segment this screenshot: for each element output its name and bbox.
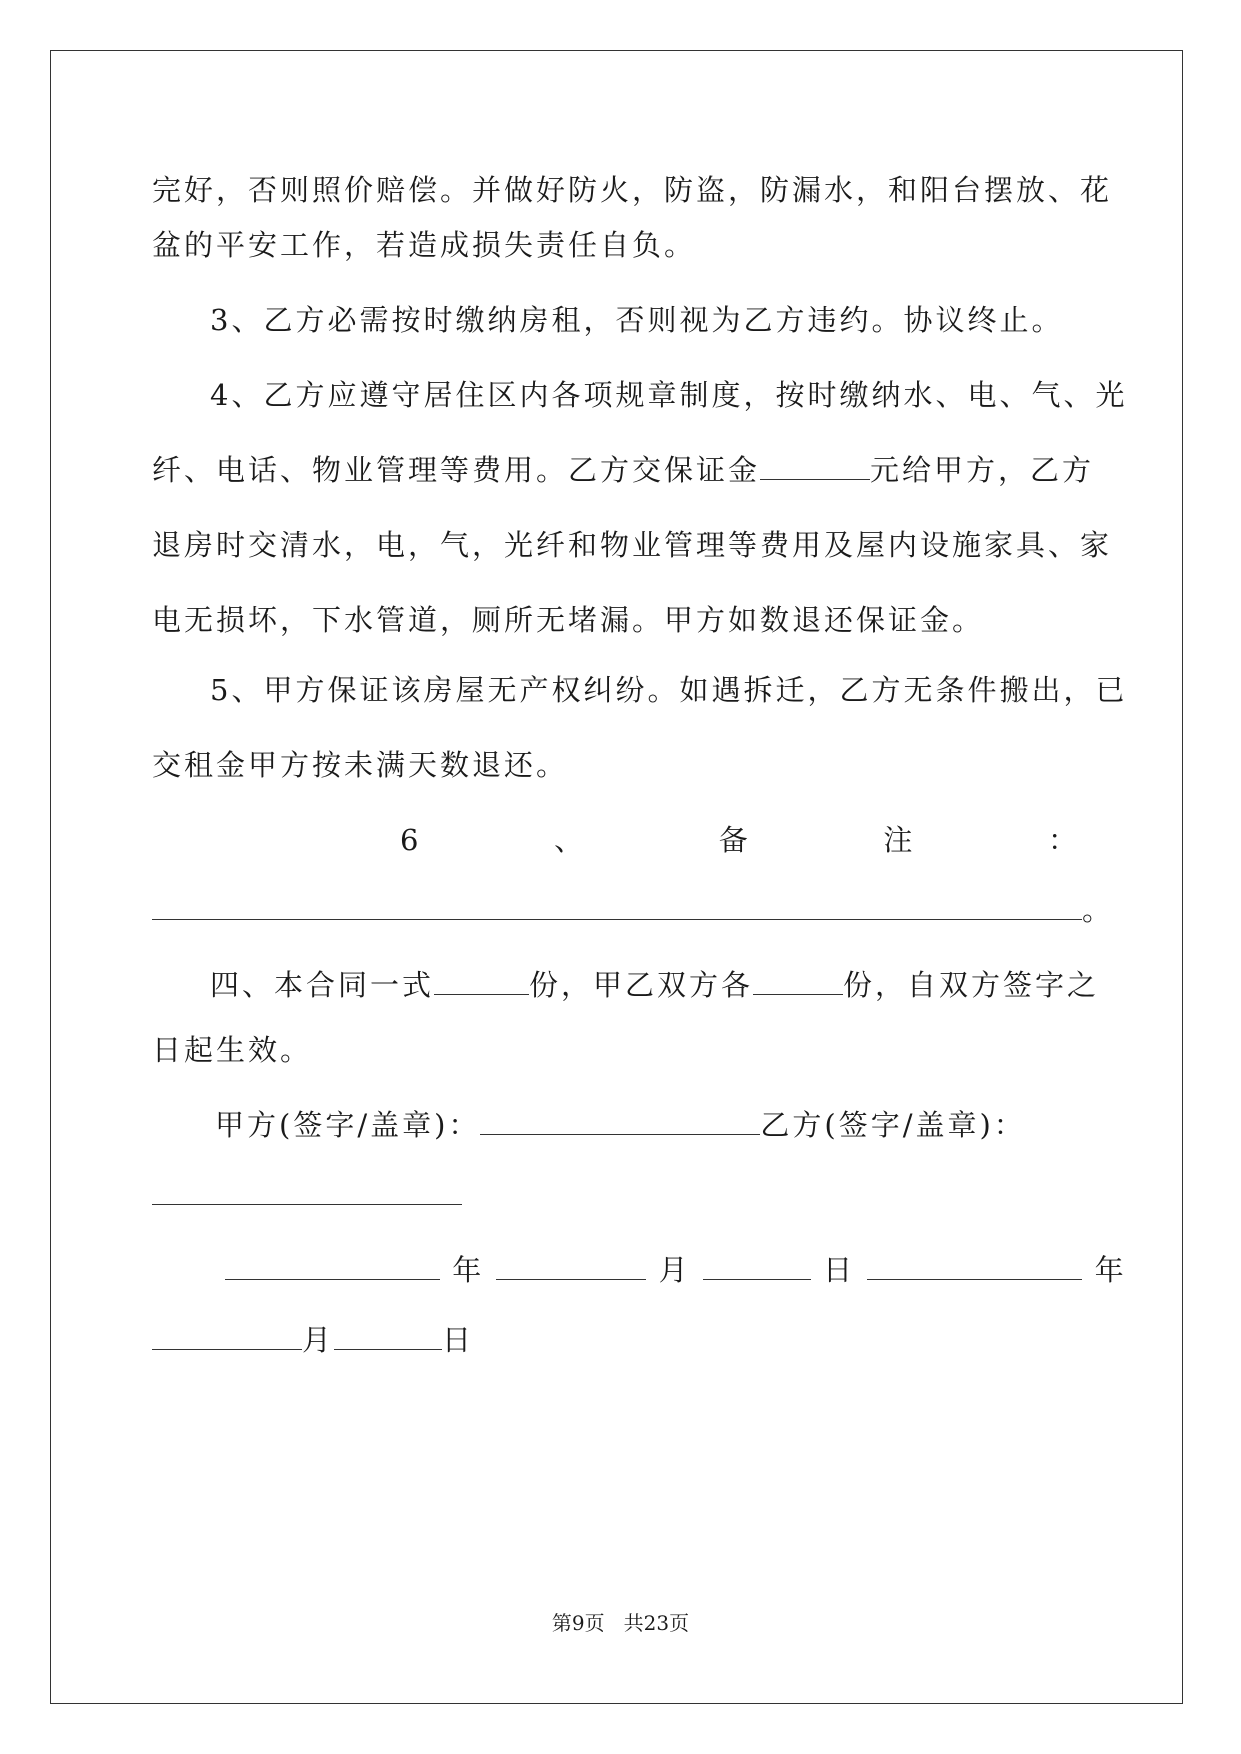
day-label-b: 日 [442, 1323, 475, 1357]
remarks-line [152, 890, 1115, 930]
deposit-line [152, 450, 1095, 490]
copies-text-1: 四、本合同一式 [210, 968, 435, 1002]
deposit-text-before: 纤、电话、物业管理等费用。乙方交保证金 [152, 453, 761, 487]
month-label-a: 月 [658, 1253, 691, 1287]
date-line-b [152, 1320, 1082, 1360]
party-a-label: 甲方(签字/盖章)： [215, 1108, 481, 1142]
page-footer [0, 1610, 1241, 1636]
paragraph-line: 日起生效。 [152, 1033, 313, 1067]
year-blank-a[interactable] [225, 1251, 440, 1280]
party-a-signature-blank[interactable] [480, 1106, 760, 1135]
paragraph-line: 完好，否则照价赔偿。并做好防火，防盗，防漏水，和阳台摆放、花 [152, 173, 1113, 207]
remarks-number: 6 [400, 823, 422, 857]
page-border [50, 50, 1183, 1704]
paragraph-line: 盆的平安工作，若造成损失责任自负。 [152, 228, 697, 262]
party-b-signature-blank[interactable] [152, 1176, 462, 1205]
month-blank-b[interactable] [152, 1321, 302, 1350]
remarks-char-1: 备 [718, 823, 751, 857]
copies-each-blank[interactable] [753, 966, 843, 995]
month-blank-a[interactable] [496, 1251, 646, 1280]
paragraph-line: 退房时交清水，电，气，光纤和物业管理等费用及屋内设施家具、家 [152, 528, 1113, 562]
page-number: 第9页 [551, 1611, 605, 1635]
remarks-heading [400, 820, 1080, 860]
deposit-text-after: 元给甲方，乙方 [870, 453, 1095, 487]
day-blank-a[interactable] [703, 1251, 811, 1280]
deposit-amount-blank[interactable] [760, 451, 870, 480]
remarks-end: 。 [1082, 893, 1115, 927]
remarks-blank[interactable] [152, 891, 1082, 920]
date-line-a [225, 1250, 1127, 1290]
paragraph-line: 电无损坏，下水管道，厕所无堵漏。甲方如数退还保证金。 [152, 603, 985, 637]
paragraph-line: 交租金甲方按未满天数退还。 [152, 748, 569, 782]
signature-line [215, 1105, 1082, 1145]
remarks-separator: 、 [554, 823, 587, 857]
party-b-signature-line [152, 1175, 1082, 1215]
month-label-b: 月 [302, 1323, 335, 1357]
clause-4: 4、乙方应遵守居住区内各项规章制度，按时缴纳水、电、气、光 [210, 378, 1128, 412]
party-b-label: 乙方(签字/盖章)： [760, 1108, 1026, 1142]
copies-total-blank[interactable] [434, 966, 529, 995]
year-label-a: 年 [452, 1253, 485, 1287]
copies-text-3: 份，自双方签字之 [843, 968, 1100, 1002]
year-label-b: 年 [1094, 1253, 1127, 1287]
remarks-colon: ： [1047, 823, 1080, 857]
clause-5: 5、甲方保证该房屋无产权纠纷。如遇拆迁，乙方无条件搬出，已 [210, 673, 1128, 707]
page-total: 共23页 [623, 1611, 690, 1635]
remarks-char-2: 注 [883, 823, 916, 857]
copies-text-2: 份，甲乙双方各 [529, 968, 754, 1002]
year-blank-b[interactable] [867, 1251, 1082, 1280]
day-blank-b[interactable] [334, 1321, 442, 1350]
copies-line [210, 965, 1100, 1005]
day-label-a: 日 [823, 1253, 856, 1287]
clause-3: 3、乙方必需按时缴纳房租，否则视为乙方违约。协议终止。 [210, 303, 1064, 337]
